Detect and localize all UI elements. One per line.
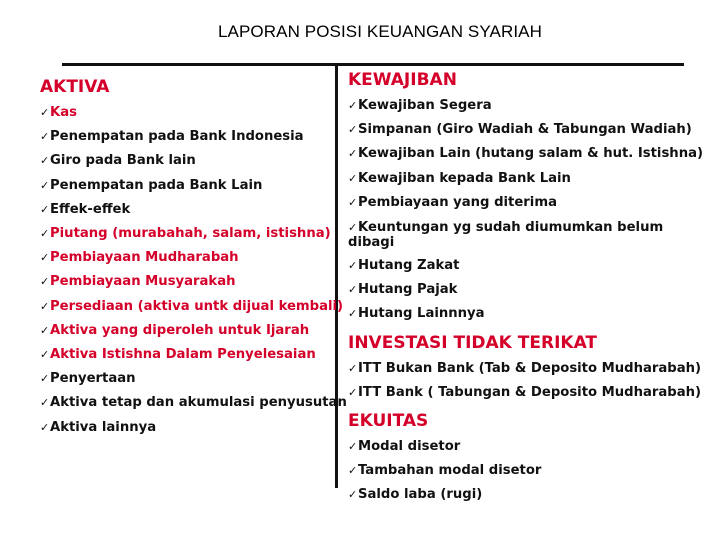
aktiva-item <box>40 270 330 294</box>
item-label: Giro pada Bank lain <box>50 153 196 169</box>
aktiva-item <box>40 367 330 391</box>
aktiva-item <box>40 295 344 319</box>
ekuitas-list <box>348 435 693 508</box>
ekuitas-item <box>348 435 693 459</box>
kewajiban-item <box>348 302 693 326</box>
ekuitas-item <box>348 483 693 507</box>
aktiva-item <box>40 198 330 222</box>
investasi-item <box>348 357 702 381</box>
checkmark-icon: ✓ <box>40 251 50 265</box>
aktiva-item <box>40 101 330 125</box>
kewajiban-item <box>348 215 693 254</box>
item-label: Hutang Lainnnya <box>358 306 485 322</box>
checkmark-icon: ✓ <box>40 202 50 216</box>
checkmark-icon: ✓ <box>40 178 50 192</box>
aktiva-list <box>40 101 347 440</box>
ekuitas-heading: EKUITAS <box>348 411 429 432</box>
item-label: Hutang Pajak <box>358 282 458 298</box>
item-label: Persediaan (aktiva untk dijual kembali) <box>50 298 344 314</box>
checkmark-icon: ✓ <box>348 99 358 112</box>
item-label: Penyertaan <box>50 371 136 387</box>
item-label: Kewajiban Lain (hutang salam & hut. Istishna) <box>358 146 704 162</box>
aktiva-column <box>40 75 347 440</box>
aktiva-item <box>40 343 330 367</box>
item-label: Penempatan pada Bank Lain <box>50 177 263 193</box>
checkmark-icon: ✓ <box>40 396 50 410</box>
item-label: ITT Bank ( Tabungan & Deposito Mudharabah) <box>358 384 702 400</box>
item-label: Tambahan modal disetor <box>358 463 542 479</box>
item-label: Aktiva yang diperoleh untuk Ijarah <box>50 322 310 338</box>
checkmark-icon: ✓ <box>348 464 358 478</box>
item-label: Kas <box>50 105 77 120</box>
item-label: Modal disetor <box>358 439 461 455</box>
aktiva-item <box>40 149 330 173</box>
item-label: Kewajiban Segera <box>358 98 492 113</box>
item-label: Keuntungan yg sudah diumumkan belum dibagi <box>348 220 664 251</box>
kewajiban-item <box>348 167 693 191</box>
item-label: Effek-effek <box>50 201 131 217</box>
investasi-list <box>348 357 702 405</box>
checkmark-icon: ✓ <box>348 221 358 235</box>
checkmark-icon: ✓ <box>40 106 50 119</box>
investasi-heading: INVESTASI TIDAK TERIKAT <box>348 332 597 353</box>
kewajiban-item <box>348 254 693 278</box>
checkmark-icon: ✓ <box>40 420 50 434</box>
kewajiban-item <box>348 278 693 302</box>
kewajiban-item <box>348 94 693 118</box>
checkmark-icon: ✓ <box>348 361 358 375</box>
checkmark-icon: ✓ <box>348 283 358 297</box>
aktiva-item <box>40 222 330 246</box>
checkmark-icon: ✓ <box>40 227 50 241</box>
checkmark-icon: ✓ <box>40 275 50 289</box>
checkmark-icon: ✓ <box>348 147 358 161</box>
checkmark-icon: ✓ <box>40 154 50 168</box>
item-label: Penempatan pada Bank Indonesia <box>50 129 304 145</box>
item-label: Saldo laba (rugi) <box>358 487 483 503</box>
item-label: Pembiayaan yang diterima <box>358 194 557 210</box>
checkmark-icon: ✓ <box>348 488 358 502</box>
kewajiban-list <box>348 94 704 327</box>
kewajiban-heading: KEWAJIBAN <box>348 70 457 90</box>
checkmark-icon: ✓ <box>40 372 50 386</box>
checkmark-icon: ✓ <box>348 195 358 209</box>
kewajiban-item <box>348 191 693 215</box>
passiva-column <box>348 68 704 508</box>
checkmark-icon: ✓ <box>40 348 50 362</box>
item-label: Hutang Zakat <box>358 258 460 274</box>
item-label: Aktiva tetap dan akumulasi penyusutan <box>50 395 347 411</box>
ekuitas-item <box>348 459 693 483</box>
aktiva-item <box>40 246 330 270</box>
kewajiban-item <box>348 142 704 166</box>
aktiva-heading: AKTIVA <box>40 77 110 97</box>
item-label: ITT Bukan Bank (Tab & Deposito Mudharabah) <box>358 360 702 376</box>
checkmark-icon: ✓ <box>348 171 358 185</box>
checkmark-icon: ✓ <box>348 259 358 273</box>
aktiva-item <box>40 319 330 343</box>
aktiva-item <box>40 391 347 415</box>
checkmark-icon: ✓ <box>40 130 50 144</box>
item-label: Simpanan (Giro Wadiah & Tabungan Wadiah) <box>358 122 692 138</box>
checkmark-icon: ✓ <box>348 307 358 321</box>
aktiva-item <box>40 125 330 149</box>
checkmark-icon: ✓ <box>40 323 50 337</box>
page-title: LAPORAN POSISI KEUANGAN SYARIAH <box>218 22 542 41</box>
item-label: Pembiayaan Musyarakah <box>50 274 236 290</box>
aktiva-item <box>40 174 330 198</box>
kewajiban-item <box>348 118 693 142</box>
item-label: Piutang (murabahah, salam, istishna) <box>50 226 331 242</box>
aktiva-item <box>40 416 330 440</box>
item-label: Pembiayaan Mudharabah <box>50 250 239 266</box>
checkmark-icon: ✓ <box>348 440 358 454</box>
checkmark-icon: ✓ <box>348 123 358 137</box>
header-divider <box>62 63 684 66</box>
checkmark-icon: ✓ <box>348 385 358 399</box>
checkmark-icon: ✓ <box>40 299 50 313</box>
item-label: Kewajiban kepada Bank Lain <box>358 170 571 186</box>
item-label: Aktiva lainnya <box>50 419 157 435</box>
item-label: Aktiva Istishna Dalam Penyelesaian <box>50 347 316 363</box>
column-divider <box>335 65 338 488</box>
investasi-item <box>348 381 702 405</box>
